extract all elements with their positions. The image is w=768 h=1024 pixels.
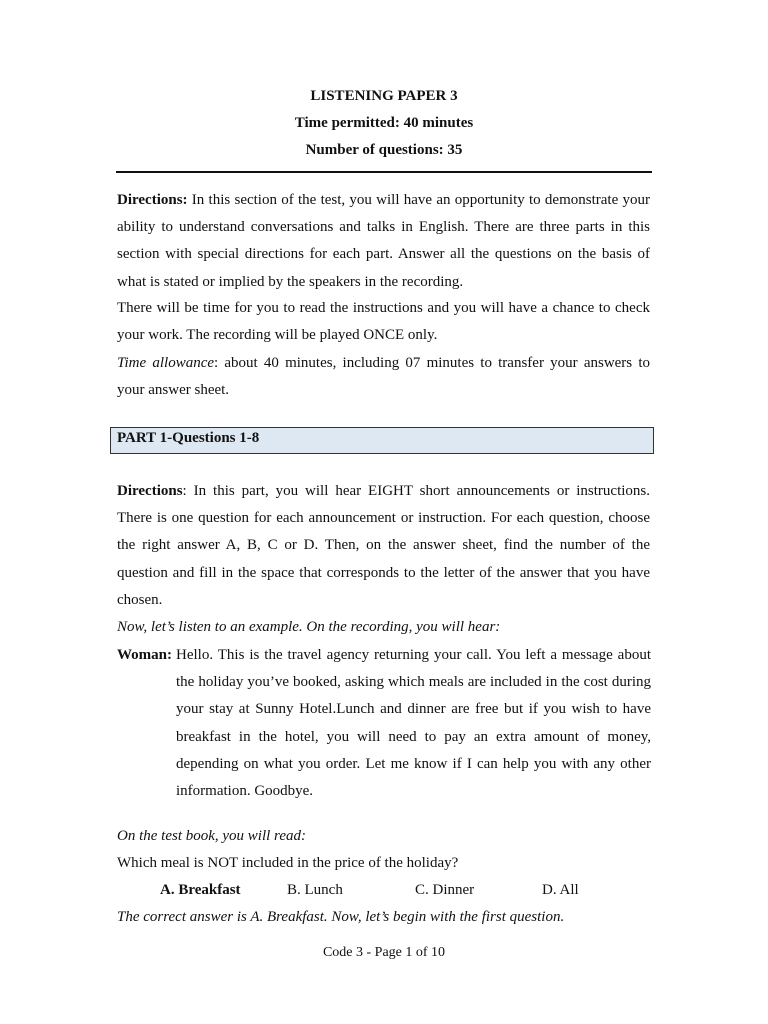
paper-title: LISTENING PAPER 3 bbox=[310, 88, 458, 104]
option-b: B. Lunch bbox=[287, 882, 343, 898]
header-divider bbox=[116, 171, 652, 173]
page-footer: Code 3 - Page 1 of 10 bbox=[322, 945, 446, 960]
time-permitted: Time permitted: 40 minutes bbox=[294, 115, 474, 131]
example-question: Which meal is NOT included in the price of the holiday? bbox=[117, 855, 459, 871]
part1-directions-text: : In this part, you will hear EIGHT short announcements or instructions. There is one question for each announcement or instruction. For each question, choose the right answer A, B, C or D. Then, on the answer sheet, find the number of the question and fill in the space that corresponds to the letter of the answer that you have chosen. bbox=[117, 483, 650, 608]
intro-directions bbox=[117, 187, 650, 296]
time-allowance-text: : about 40 minutes, including 07 minutes to transfer your answers to your answer sheet. bbox=[117, 355, 651, 399]
part1-heading: PART 1-Questions 1-8 bbox=[110, 427, 654, 454]
part1-directions bbox=[117, 478, 650, 614]
example-intro: Now, let’s listen to an example. On the recording, you will hear: bbox=[117, 619, 501, 635]
time-allowance-label: Time allowance bbox=[117, 355, 215, 371]
number-of-questions: Number of questions: 35 bbox=[305, 142, 463, 158]
speaker-label: Woman: bbox=[117, 647, 173, 663]
part1-directions-label: Directions bbox=[117, 483, 183, 499]
speaker-transcript: Hello. This is the travel agency returning your call. You left a message about the holiday you’ve booked, asking which meals are included in the cost during your stay at Sunny Hotel.Lunch and dinner are free but if you wish to have breakfast in the hotel, you will need to pay an extra amount of money, depending on what you order. Let me know if I can help you with any other information. Goodbye. bbox=[176, 647, 651, 800]
option-a: A. Breakfast bbox=[160, 882, 241, 898]
time-allowance bbox=[117, 350, 650, 404]
intro-time-note: There will be time for you to read the instructions and you will have a chance to check your work. The recording will be played ONCE only. bbox=[117, 300, 650, 344]
testbook-intro: On the test book, you will read: bbox=[117, 828, 306, 844]
option-d: D. All bbox=[542, 882, 579, 898]
option-c: C. Dinner bbox=[415, 882, 475, 898]
answer-note: The correct answer is A. Breakfast. Now, let’s begin with the first question. bbox=[117, 909, 565, 925]
directions-label: Directions: bbox=[117, 192, 188, 208]
directions-text: In this section of the test, you will have an opportunity to demonstrate your ability to understand conversations and talks in English. There are three parts in this section with special directions for each part. Answer all the questions on the basis of what is stated or implied by the speakers in the recording. bbox=[117, 192, 650, 290]
